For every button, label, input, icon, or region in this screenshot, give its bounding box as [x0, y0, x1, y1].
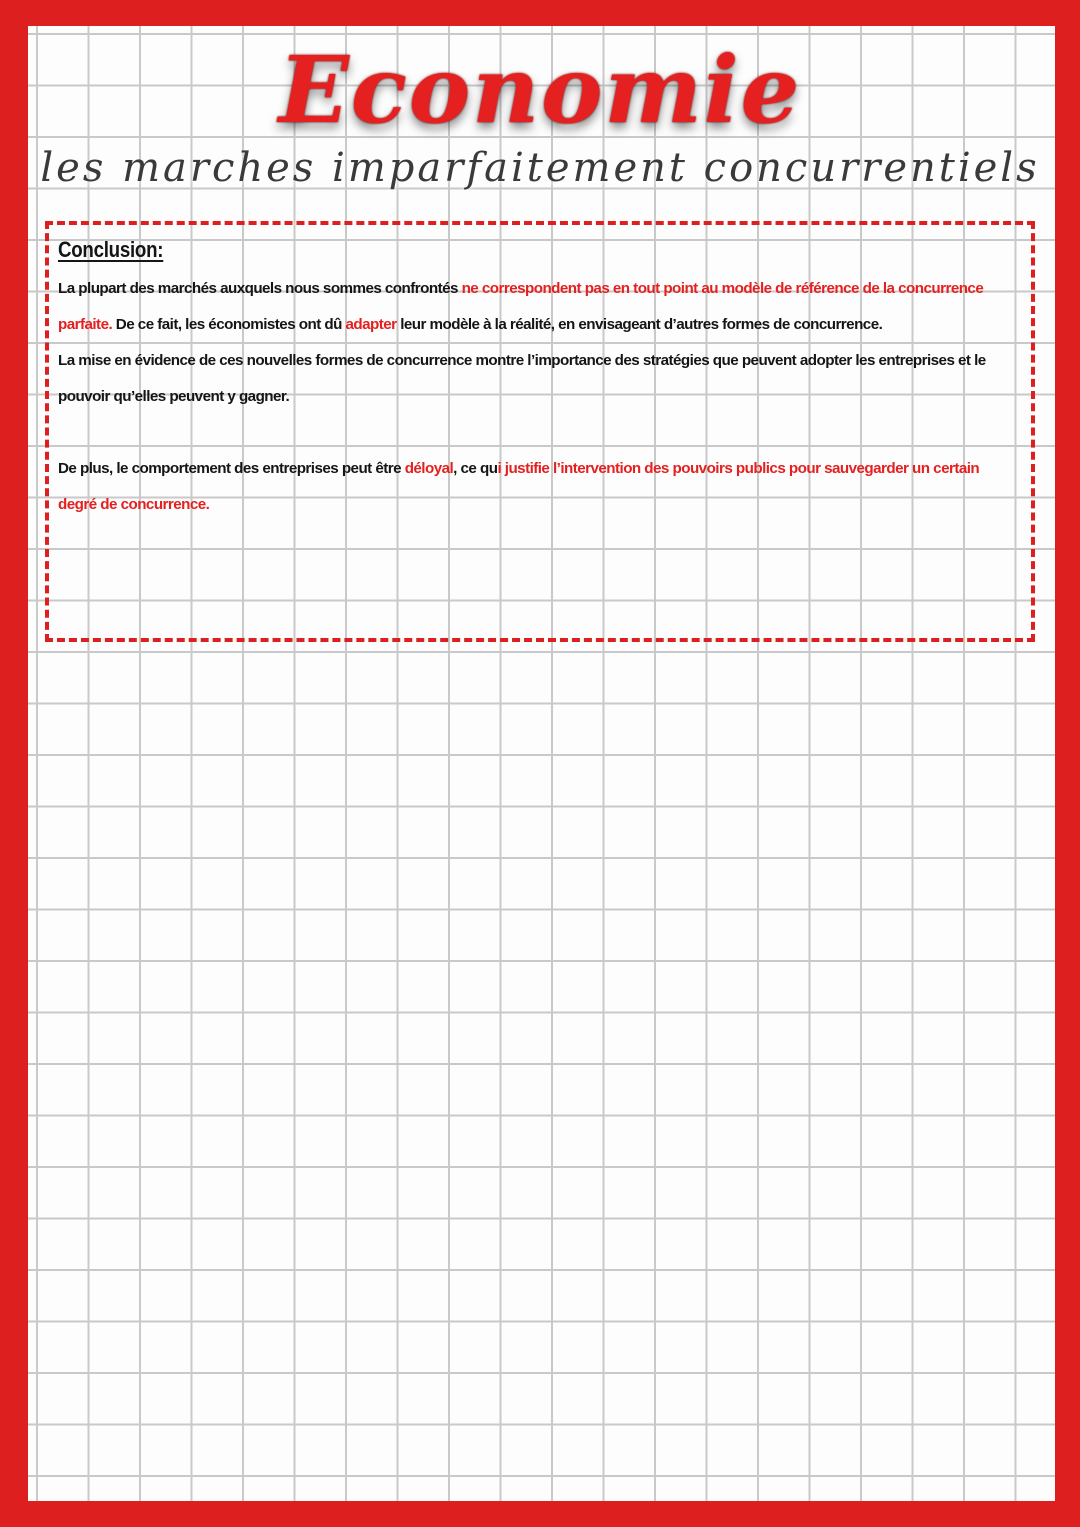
- conclusion-heading: Conclusion:: [58, 237, 164, 262]
- paragraph-1-highlight-2: adapter: [345, 316, 397, 333]
- paragraph-1-text-c: leur modèle à la réalité, en envisageant d’autres formes de concurrence.: [396, 316, 883, 333]
- paragraph-3-highlight-1: déloyal: [404, 460, 454, 477]
- paragraph-1-text-b: De ce fait, les économistes ont dû: [112, 316, 346, 333]
- page-title: Economie: [278, 36, 802, 144]
- paragraph-2: La mise en évidence de ces nouvelles formes de concurrence montre l’importance des stratégies que peuvent adopter les entreprises et le pouvoir qu’elles peuvent y gagner.: [58, 352, 986, 405]
- paragraph-1-highlight-1: ne correspondent pas en tout point au modèle de référence de la concurrence parfaite.: [58, 280, 984, 333]
- page-subtitle: les marches imparfaitement concurrentiels: [40, 145, 1040, 191]
- conclusion-box: [45, 221, 1035, 642]
- paragraph-3-text-a: De plus, le comportement des entreprises peut être: [58, 460, 405, 477]
- conclusion-content: [58, 237, 1013, 523]
- paragraph-1: [58, 271, 1013, 343]
- paragraph-3: [58, 451, 1013, 523]
- paragraph-3-highlight-2: i justifie l’intervention des pouvoirs publics pour sauvegarder un certain degré de concurrence.: [58, 460, 980, 513]
- paragraph-1-text-a: La plupart des marchés auxquels nous sommes confrontés: [58, 280, 462, 297]
- paragraph-3-text-b: , ce qu: [453, 460, 498, 477]
